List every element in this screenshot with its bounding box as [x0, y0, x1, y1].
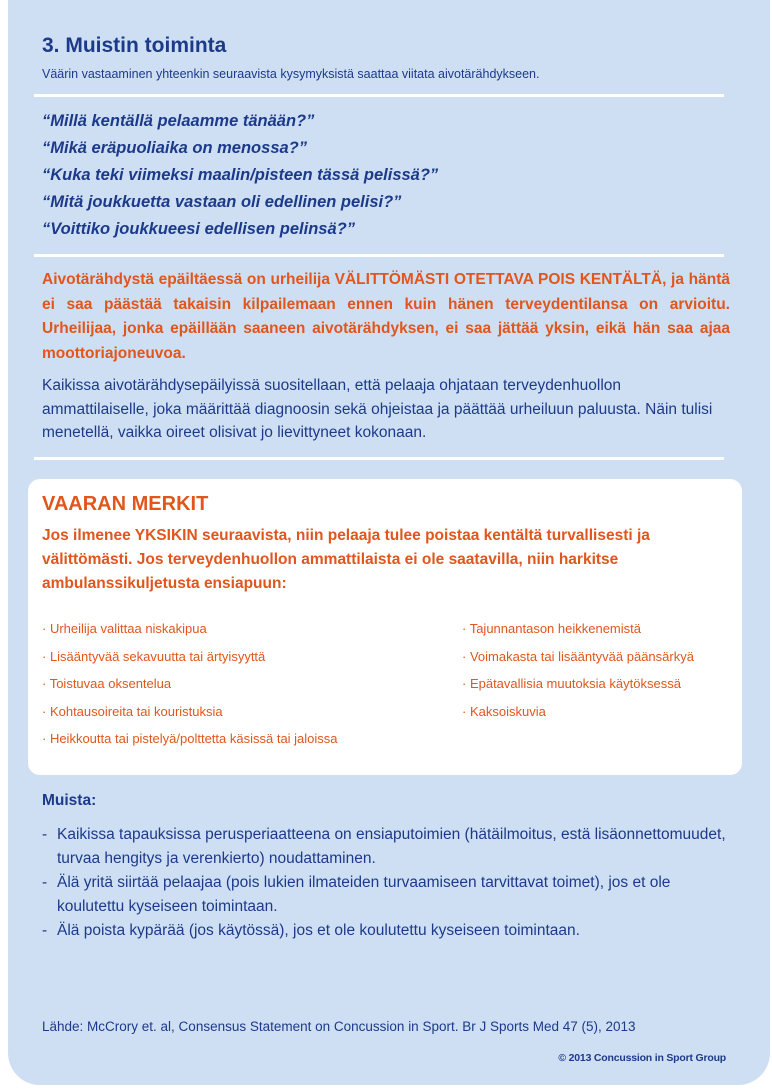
divider: [34, 457, 724, 460]
remember-item: - Kaikissa tapauksissa perusperiaatteena on ensiaputoimien (hätäilmoitus, estä lisäonnettomuudet, turvaa hengitys ja verenkierto) noudattaminen.: [42, 823, 732, 871]
symptom-item: · Epätavallisia muutoksia käytöksessä: [462, 676, 681, 691]
symptom-item: · Urheilija valittaa niskakipua: [42, 621, 207, 636]
copyright-notice: © 2013 Concussion in Sport Group: [558, 1052, 726, 1064]
symptom-list-left: [42, 619, 338, 757]
source-citation: Lähde: McCrory et. al, Consensus Statement on Concussion in Sport. Br J Sports Med 47 (5), 2013: [42, 1019, 636, 1034]
symptom-list-right: [462, 619, 694, 729]
memory-questions-list: [42, 108, 438, 243]
remember-item: - Älä poista kypärää (jos käytössä), jos et ole koulutettu kyseiseen toimintaan.: [42, 919, 732, 943]
memory-question: “Mitä joukkuetta vastaan oli edellinen pelisi?”: [42, 193, 402, 211]
section-title-memory: 3. Muistin toiminta: [42, 34, 227, 57]
remember-list: [42, 823, 732, 943]
remember-title: Muista:: [42, 792, 97, 809]
memory-question: “Kuka teki viimeksi maalin/pisteen tässä pelissä?”: [42, 166, 439, 184]
symptom-item: · Kaksoiskuvia: [462, 703, 546, 719]
danger-signs-box: [28, 479, 742, 775]
symptom-item: · Voimakasta tai lisääntyvää päänsärkyä: [462, 648, 694, 664]
symptom-item: · Kohtausoireita tai kouristuksia: [42, 703, 223, 719]
danger-signs-intro: Jos ilmenee YKSIKIN seuraavista, niin pelaaja tulee poistaa kentältä turvallisesti ja välittömästi. Jos terveydenhuollon ammattilaista ei ole saatavilla, niin harkitse ambulanssikuljetusta ensiapuun:: [42, 527, 650, 592]
medical-advice: Kaikissa aivotärähdysepäilyissä suositellaan, että pelaaja ohjataan terveydenhuollon ammattilaiselle, joka määrittää diagnoosin sekä ohjeistaa ja päättää urheiluun paluusta. Näin tulisi menetellä, vaikka oireet olisivat jo lievittyneet kokonaan.: [42, 377, 713, 441]
memory-question: “Mikä eräpuoliaika on menossa?”: [42, 139, 307, 157]
symptom-item: · Heikkoutta tai pistelyä/polttetta käsissä tai jaloissa: [42, 731, 338, 746]
danger-signs-title: VAARAN MERKIT: [42, 493, 209, 515]
divider: [34, 254, 724, 257]
symptom-item: · Tajunnantason heikkenemistä: [462, 621, 641, 636]
remember-item: - Älä yritä siirtää pelaajaa (pois lukien ilmateiden turvaamiseen tarvittavat toimet), jos et ole koulutettu kyseiseen toimintaan.: [42, 871, 732, 919]
divider: [34, 94, 724, 97]
memory-question: “Voittiko joukkueesi edellisen pelinsä?”: [42, 220, 355, 238]
section-subtitle-memory: Väärin vastaaminen yhteenkin seuraavista kysymyksistä saattaa viitata aivotärähdykseen.: [42, 67, 540, 81]
symptom-item: · Toistuvaa oksentelua: [42, 676, 172, 691]
removal-warning: Aivotärähdystä epäiltäessä on urheilija VÄLITTÖMÄSTI OTETTAVA POIS KENTÄLTÄ, ja häntä ei saa päästää takaisin kilpailemaan ennen kuin hänen terveydentilansa on arvioitu. Urheilijaa, jonka epäillään saaneen aivotärähdyksen, ei saa jättää yksin, eikä hän saa ajaa moottoriajoneuvoa.: [42, 271, 730, 362]
memory-question: “Millä kentällä pelaamme tänään?”: [42, 112, 315, 130]
symptom-item: · Lisääntyvää sekavuutta tai ärtyisyyttä: [42, 648, 266, 664]
